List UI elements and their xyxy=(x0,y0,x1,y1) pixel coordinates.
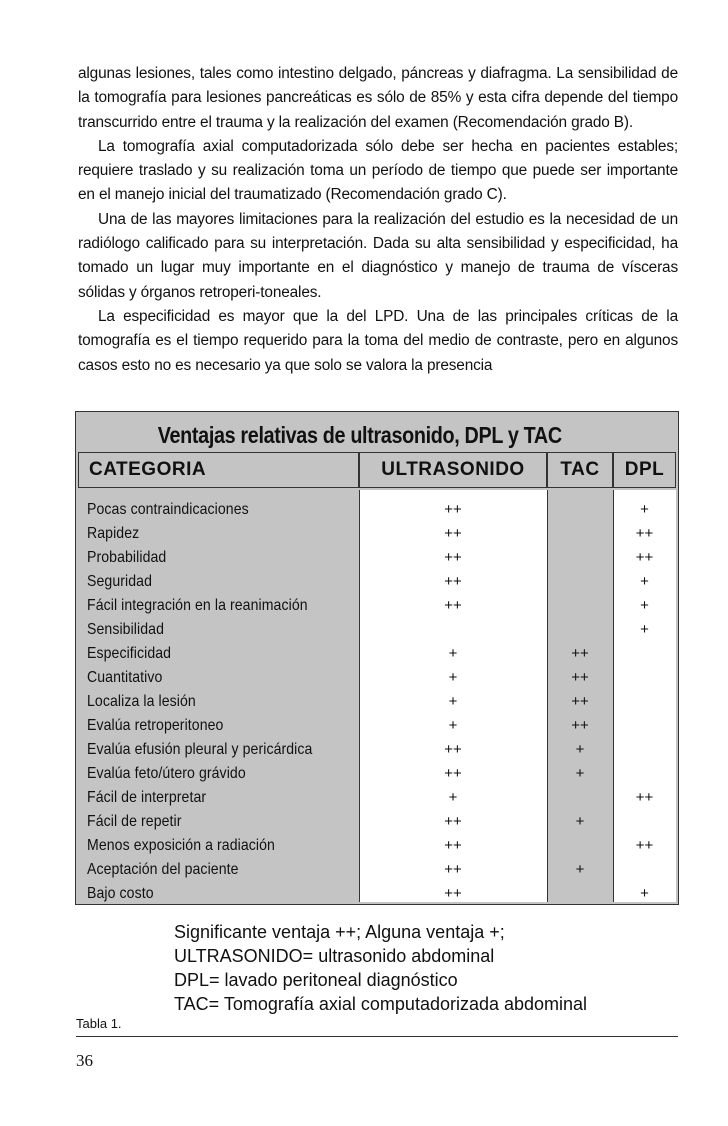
row-category: Aceptación del paciente xyxy=(87,861,239,878)
row-category: Fácil integración en la reanimación xyxy=(87,597,308,614)
legend-line: TAC= Tomografía axial computadorizada abdominal xyxy=(174,994,588,1014)
header-tac: TAC xyxy=(547,452,613,488)
row-tac: + xyxy=(575,741,585,758)
table-row xyxy=(78,858,676,882)
row-dpl: ++ xyxy=(635,549,654,566)
row-dpl: + xyxy=(640,573,649,590)
paragraph: algunas lesiones, tales como intestino delgado, páncreas y diafragma. La sensibilidad de la tomografía para lesiones pancreáticas es sólo de 85% y esta cifra depende del tiempo transcurrido entre el trauma y la realización del examen (Recomendación grado B). xyxy=(78,65,678,131)
row-ultrasonido: + xyxy=(448,669,458,686)
row-ultrasonido: ++ xyxy=(444,813,462,830)
table-row xyxy=(78,762,676,786)
row-category: Localiza la lesión xyxy=(87,693,196,710)
header-category: CATEGORIA xyxy=(78,452,359,488)
row-ultrasonido: + xyxy=(448,645,458,662)
table-row xyxy=(78,810,676,834)
row-dpl: + xyxy=(640,885,649,902)
row-dpl: + xyxy=(640,621,649,638)
table-row xyxy=(78,834,676,858)
table-row xyxy=(78,498,676,522)
row-ultrasonido: ++ xyxy=(444,597,462,614)
row-category: Fácil de repetir xyxy=(87,813,182,830)
table-row xyxy=(78,546,676,570)
row-ultrasonido: ++ xyxy=(444,501,462,518)
table-row xyxy=(78,594,676,618)
table-rows xyxy=(78,498,676,906)
table-row xyxy=(78,666,676,690)
table-row xyxy=(78,522,676,546)
row-category: Evalúa feto/útero grávido xyxy=(87,765,246,782)
row-dpl: + xyxy=(640,597,649,614)
row-tac: ++ xyxy=(571,669,589,686)
row-category: Seguridad xyxy=(87,573,152,590)
row-ultrasonido: ++ xyxy=(444,861,462,878)
row-tac: ++ xyxy=(571,693,589,710)
paragraph: La especificidad es mayor que la del LPD. Una de las principales críticas de la tomografía es el tiempo requerido para la toma del medio de contraste, pero en algunos casos esto no es necesario ya que solo se valora la presencia xyxy=(78,307,678,374)
row-tac: ++ xyxy=(571,717,589,734)
row-ultrasonido: ++ xyxy=(444,885,462,902)
row-ultrasonido: ++ xyxy=(444,837,462,854)
legend-line: DPL= lavado peritoneal diagnóstico xyxy=(174,970,458,990)
table-row xyxy=(78,642,676,666)
table-legend xyxy=(174,920,587,1016)
row-category: Especificidad xyxy=(87,645,172,662)
header-dpl: DPL xyxy=(613,452,676,488)
table-row xyxy=(78,786,676,810)
legend-line: Significante ventaja ++; Alguna ventaja +; xyxy=(174,922,505,942)
page-number: 36 xyxy=(76,1051,93,1070)
paragraph: La tomografía axial computadorizada sólo debe ser hecha en pacientes estables; requiere traslado y su realización toma un período de tiempo que puede ser importante en el manejo inicial del traumatizado (Recomendación grado C). xyxy=(78,137,678,204)
row-category: Cuantitativo xyxy=(87,669,163,686)
table-row xyxy=(78,714,676,738)
table-title: Ventajas relativas de ultrasonido, DPL y TAC xyxy=(157,421,562,448)
row-ultrasonido: + xyxy=(448,789,458,806)
table-row xyxy=(78,570,676,594)
row-ultrasonido: ++ xyxy=(444,525,462,542)
row-tac: + xyxy=(575,861,585,878)
row-tac: + xyxy=(575,813,585,830)
table-row xyxy=(78,882,676,906)
table-caption: Tabla 1. xyxy=(76,1016,122,1031)
row-category: Pocas contraindicaciones xyxy=(87,501,249,518)
row-category: Fácil de interpretar xyxy=(87,789,207,806)
row-category: Menos exposición a radiación xyxy=(87,837,275,854)
row-ultrasonido: ++ xyxy=(444,741,462,758)
row-ultrasonido: ++ xyxy=(444,765,462,782)
row-category: Evalúa efusión pleural y pericárdica xyxy=(87,741,313,758)
row-category: Rapidez xyxy=(87,525,140,542)
table-row xyxy=(78,618,676,642)
row-ultrasonido: + xyxy=(448,717,458,734)
body-text xyxy=(78,62,678,378)
row-dpl: ++ xyxy=(635,789,654,806)
footer-rule xyxy=(76,1036,678,1037)
row-category: Evalúa retroperitoneo xyxy=(87,717,224,734)
row-category: Bajo costo xyxy=(87,885,154,902)
row-tac: ++ xyxy=(571,645,589,662)
row-tac: + xyxy=(575,765,585,782)
row-dpl: ++ xyxy=(635,837,654,854)
row-category: Sensibilidad xyxy=(87,621,164,638)
paragraph: Una de las mayores limitaciones para la realización del estudio es la necesidad de un radiólogo calificado para su interpretación. Dada su alta sensibilidad y especificidad, ha tomado un lugar muy importante en el diagnóstico y manejo de trauma de vísceras sólidas y órganos retroperi-toneales. xyxy=(78,210,678,301)
table-row xyxy=(78,690,676,714)
table-row xyxy=(78,738,676,762)
row-dpl: + xyxy=(640,501,649,518)
row-ultrasonido: ++ xyxy=(444,573,462,590)
row-dpl: ++ xyxy=(635,525,654,542)
legend-line: ULTRASONIDO= ultrasonido abdominal xyxy=(174,946,495,966)
row-ultrasonido: + xyxy=(448,693,458,710)
header-ultrasonido: ULTRASONIDO xyxy=(359,452,547,488)
row-ultrasonido: ++ xyxy=(444,549,462,566)
row-category: Probabilidad xyxy=(87,549,167,566)
